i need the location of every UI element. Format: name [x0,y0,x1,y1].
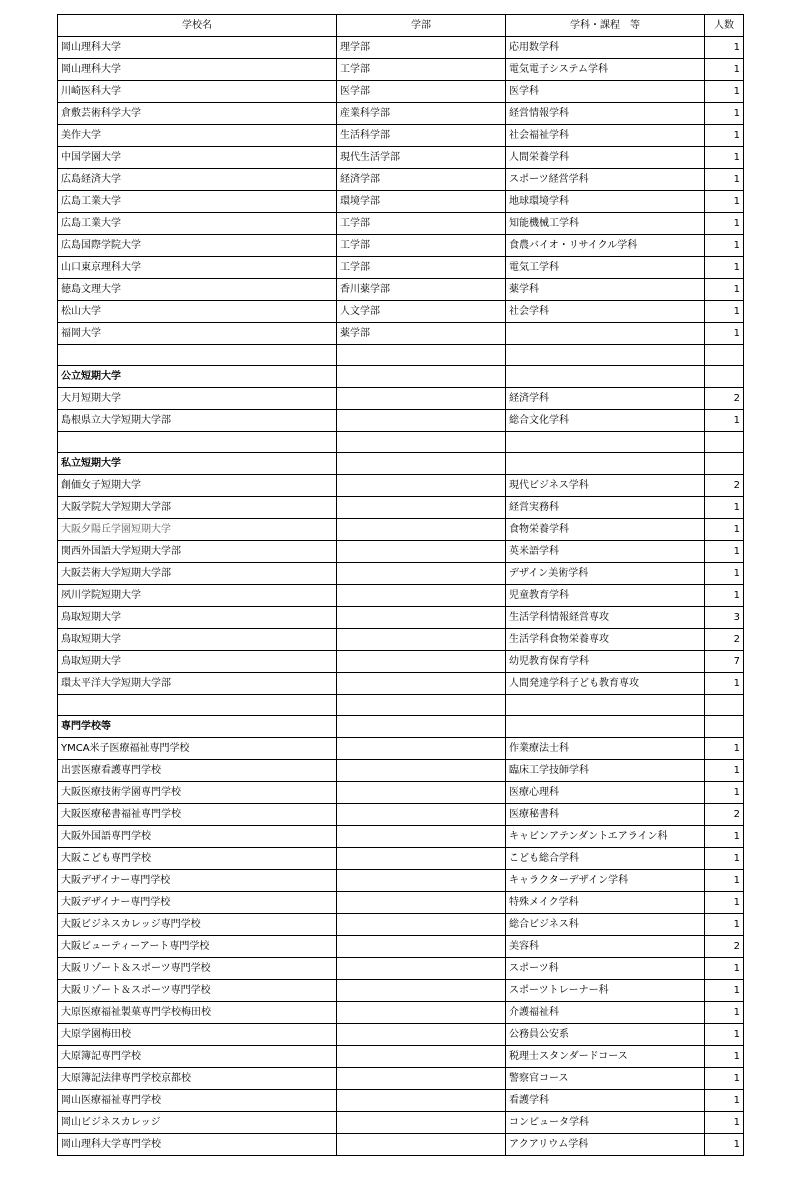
cell-count: 1 [705,519,744,541]
cell-school: 広島工業大学 [58,213,337,235]
cell-faculty [337,563,506,585]
cell-count: 1 [705,892,744,914]
cell-department: 薬学科 [506,279,705,301]
cell-faculty [337,1068,506,1090]
cell-count: 1 [705,103,744,125]
cell-department: 人間栄養学科 [506,147,705,169]
cell-count: 1 [705,235,744,257]
cell-school: 大原簿記法律専門学校京都校 [58,1068,337,1090]
table-row [58,81,744,103]
cell-count: 1 [705,323,744,345]
cell-school: 岡山理科大学専門学校 [58,1134,337,1156]
cell-school: 大阪ビジネスカレッジ専門学校 [58,914,337,936]
table-row [58,1046,744,1068]
cell-count: 1 [705,870,744,892]
cell-count: 1 [705,169,744,191]
cell-school: 島根県立大学短期大学部 [58,410,337,432]
cell-count: 1 [705,738,744,760]
cell-count [705,366,744,388]
header-department: 学科・課程 等 [506,15,705,37]
cell-school: 岡山ビジネスカレッジ [58,1112,337,1134]
header-school: 学校名 [58,15,337,37]
cell-school: 大阪夕陽丘学園短期大学 [58,519,337,541]
table-row [58,497,744,519]
cell-faculty [337,870,506,892]
cell-department: 経営情報学科 [506,103,705,125]
cell-department: 人間発達学科子ども教育専攻 [506,673,705,695]
cell-faculty [337,345,506,366]
cell-school: 大阪リゾート＆スポーツ専門学校 [58,958,337,980]
cell-school: 中国学園大学 [58,147,337,169]
cell-school: 川崎医科大学 [58,81,337,103]
table-row [58,301,744,323]
cell-faculty [337,1112,506,1134]
cell-school: 鳥取短期大学 [58,629,337,651]
cell-faculty [337,541,506,563]
table-row [58,804,744,826]
cell-school: 岡山理科大学 [58,59,337,81]
cell-school: 美作大学 [58,125,337,147]
cell-department: 社会学科 [506,301,705,323]
cell-school: 広島国際学院大学 [58,235,337,257]
cell-department: スポーツ科 [506,958,705,980]
cell-faculty [337,366,506,388]
cell-department: スポーツ経営学科 [506,169,705,191]
table-row [58,345,744,366]
cell-department: 総合文化学科 [506,410,705,432]
table-row [58,848,744,870]
cell-faculty: 工学部 [337,235,506,257]
cell-department [506,453,705,475]
cell-count: 1 [705,1134,744,1156]
cell-faculty: 生活科学部 [337,125,506,147]
cell-faculty: 人文学部 [337,301,506,323]
cell-department: 生活学科情報経営専攻 [506,607,705,629]
cell-school: 大阪デザイナー専門学校 [58,892,337,914]
table-row [58,1112,744,1134]
cell-count [705,453,744,475]
header-count: 人数 [705,15,744,37]
table-row [58,629,744,651]
table-row [58,1134,744,1156]
cell-count: 1 [705,1002,744,1024]
cell-count [705,695,744,716]
cell-school: 大阪ビューティーアート専門学校 [58,936,337,958]
cell-count: 2 [705,388,744,410]
cell-count: 1 [705,958,744,980]
cell-count: 1 [705,279,744,301]
cell-count: 1 [705,585,744,607]
cell-faculty: 香川薬学部 [337,279,506,301]
cell-department: 食物栄養学科 [506,519,705,541]
cell-school: 私立短期大学 [58,453,337,475]
cell-school: 大阪医療技術学園専門学校 [58,782,337,804]
cell-count: 1 [705,213,744,235]
cell-department: 介護福祉科 [506,1002,705,1024]
cell-count: 1 [705,1112,744,1134]
cell-school: 倉敷芸術科学大学 [58,103,337,125]
cell-faculty [337,1046,506,1068]
cell-department: 英米語学科 [506,541,705,563]
cell-school: 鳥取短期大学 [58,607,337,629]
cell-department: 電気工学科 [506,257,705,279]
table-row [58,1024,744,1046]
table-row [58,585,744,607]
cell-count: 2 [705,629,744,651]
table-row [58,1090,744,1112]
cell-faculty [337,432,506,453]
cell-department: 電気電子システム学科 [506,59,705,81]
cell-faculty: 工学部 [337,213,506,235]
cell-school: 大阪デザイナー専門学校 [58,870,337,892]
cell-count: 1 [705,1046,744,1068]
cell-school: 大阪医療秘書福祉専門学校 [58,804,337,826]
table-row [58,760,744,782]
header-faculty: 学部 [337,15,506,37]
header-row [58,15,744,37]
cell-faculty [337,958,506,980]
cell-school: 出雲医療看護専門学校 [58,760,337,782]
cell-faculty [337,629,506,651]
table-row [58,257,744,279]
cell-faculty [337,475,506,497]
cell-department [506,695,705,716]
cell-department: 医療秘書科 [506,804,705,826]
cell-faculty [337,980,506,1002]
cell-faculty: 経済学部 [337,169,506,191]
cell-faculty [337,1002,506,1024]
cell-department: 医療心理科 [506,782,705,804]
cell-faculty: 医学部 [337,81,506,103]
cell-school: 松山大学 [58,301,337,323]
cell-school: 大原医療福祉製菓専門学校梅田校 [58,1002,337,1024]
table-row [58,59,744,81]
cell-department [506,432,705,453]
cell-school [58,695,337,716]
cell-department: キャビンアテンダントエアライン科 [506,826,705,848]
cell-department: 地球環境学科 [506,191,705,213]
cell-school: YMCA米子医療福祉専門学校 [58,738,337,760]
cell-department: 幼児教育保育学科 [506,651,705,673]
cell-department: 食農バイオ・リサイクル学科 [506,235,705,257]
cell-school: 岡山医療福祉専門学校 [58,1090,337,1112]
cell-department: コンピュータ学科 [506,1112,705,1134]
cell-count: 1 [705,760,744,782]
cell-faculty [337,914,506,936]
cell-count: 1 [705,497,744,519]
cell-school: 大原簿記専門学校 [58,1046,337,1068]
cell-count: 2 [705,936,744,958]
cell-count: 1 [705,914,744,936]
table-row [58,213,744,235]
cell-department: 公務員公安系 [506,1024,705,1046]
cell-school: 環太平洋大学短期大学部 [58,673,337,695]
table-row [58,519,744,541]
cell-department: 総合ビジネス科 [506,914,705,936]
cell-faculty: 工学部 [337,257,506,279]
cell-department: キャラクターデザイン学科 [506,870,705,892]
table-row [58,695,744,716]
cell-count [705,432,744,453]
cell-department: アクアリウム学科 [506,1134,705,1156]
section-header-row [58,453,744,475]
cell-department: 知能機械工学科 [506,213,705,235]
table-row [58,432,744,453]
section-header-row [58,366,744,388]
cell-faculty [337,848,506,870]
cell-faculty [337,388,506,410]
cell-faculty [337,826,506,848]
cell-count: 1 [705,147,744,169]
table-row [58,475,744,497]
table-row [58,563,744,585]
cell-department [506,345,705,366]
cell-department: デザイン美術学科 [506,563,705,585]
cell-school [58,432,337,453]
cell-faculty [337,651,506,673]
table-row [58,541,744,563]
cell-count: 1 [705,826,744,848]
cell-count: 7 [705,651,744,673]
cell-department: 現代ビジネス学科 [506,475,705,497]
table-row [58,1002,744,1024]
table-row [58,235,744,257]
cell-department: 美容科 [506,936,705,958]
cell-department: 児童教育学科 [506,585,705,607]
cell-school: 広島工業大学 [58,191,337,213]
cell-department: 社会福祉学科 [506,125,705,147]
table-row [58,191,744,213]
table-row [58,279,744,301]
cell-count: 1 [705,782,744,804]
table-row [58,738,744,760]
cell-school: 大原学園梅田校 [58,1024,337,1046]
table-row [58,958,744,980]
cell-count: 3 [705,607,744,629]
table-row [58,125,744,147]
cell-school: 大阪外国語専門学校 [58,826,337,848]
cell-faculty: 薬学部 [337,323,506,345]
table-row [58,37,744,59]
cell-faculty [337,892,506,914]
cell-department: 経済学科 [506,388,705,410]
table-row [58,169,744,191]
cell-faculty [337,716,506,738]
cell-count: 1 [705,541,744,563]
cell-department [506,366,705,388]
table-row [58,870,744,892]
cell-faculty: 環境学部 [337,191,506,213]
table-row [58,651,744,673]
cell-department: 応用数学科 [506,37,705,59]
cell-count: 1 [705,673,744,695]
cell-faculty [337,607,506,629]
cell-department: こども総合学科 [506,848,705,870]
cell-department [506,716,705,738]
table-row [58,892,744,914]
cell-faculty [337,936,506,958]
cell-school: 夙川学院短期大学 [58,585,337,607]
cell-count: 1 [705,410,744,432]
cell-department: 作業療法士科 [506,738,705,760]
cell-count: 1 [705,563,744,585]
cell-school: 大月短期大学 [58,388,337,410]
cell-faculty [337,497,506,519]
cell-department: 警察官コース [506,1068,705,1090]
enrollment-table [57,14,744,1156]
cell-department: 看護学科 [506,1090,705,1112]
cell-faculty: 現代生活学部 [337,147,506,169]
table-row [58,607,744,629]
cell-faculty [337,760,506,782]
cell-faculty [337,738,506,760]
cell-count: 1 [705,301,744,323]
cell-count: 1 [705,1090,744,1112]
table-row [58,147,744,169]
table-row [58,936,744,958]
cell-department [506,323,705,345]
cell-count: 1 [705,848,744,870]
cell-department: 医学科 [506,81,705,103]
cell-school: 大阪リゾート＆スポーツ専門学校 [58,980,337,1002]
cell-department: 臨床工学技師学科 [506,760,705,782]
cell-faculty [337,1024,506,1046]
table-row [58,323,744,345]
cell-faculty [337,453,506,475]
cell-department: スポーツトレーナー科 [506,980,705,1002]
cell-count [705,716,744,738]
cell-faculty: 産業科学部 [337,103,506,125]
cell-faculty [337,804,506,826]
cell-count [705,345,744,366]
cell-school: 創価女子短期大学 [58,475,337,497]
table-row [58,826,744,848]
cell-department: 特殊メイク学科 [506,892,705,914]
cell-count: 1 [705,59,744,81]
cell-school: 関西外国語大学短期大学部 [58,541,337,563]
cell-faculty [337,1090,506,1112]
cell-count: 1 [705,1068,744,1090]
section-header-row [58,716,744,738]
cell-faculty [337,673,506,695]
cell-school: 徳島文理大学 [58,279,337,301]
table-row [58,673,744,695]
cell-count: 1 [705,125,744,147]
cell-school [58,345,337,366]
cell-count: 1 [705,980,744,1002]
cell-department: 生活学科食物栄養専攻 [506,629,705,651]
cell-faculty: 理学部 [337,37,506,59]
cell-faculty [337,782,506,804]
cell-faculty: 工学部 [337,59,506,81]
cell-school: 鳥取短期大学 [58,651,337,673]
cell-faculty [337,695,506,716]
cell-school: 公立短期大学 [58,366,337,388]
cell-faculty [337,585,506,607]
table-row [58,1068,744,1090]
cell-school: 岡山理科大学 [58,37,337,59]
cell-count: 2 [705,804,744,826]
cell-count: 1 [705,37,744,59]
cell-department: 経営実務科 [506,497,705,519]
cell-count: 1 [705,81,744,103]
cell-faculty [337,1134,506,1156]
cell-school: 大阪学院大学短期大学部 [58,497,337,519]
cell-school: 福岡大学 [58,323,337,345]
cell-count: 1 [705,191,744,213]
table-row [58,980,744,1002]
table-row [58,103,744,125]
cell-faculty [337,519,506,541]
cell-school: 広島経済大学 [58,169,337,191]
cell-school: 山口東京理科大学 [58,257,337,279]
cell-count: 1 [705,1024,744,1046]
cell-school: 大阪こども専門学校 [58,848,337,870]
table-row [58,388,744,410]
table-row [58,782,744,804]
table-row [58,410,744,432]
cell-school: 専門学校等 [58,716,337,738]
cell-faculty [337,410,506,432]
cell-school: 大阪芸術大学短期大学部 [58,563,337,585]
cell-count: 1 [705,257,744,279]
cell-department: 税理士スタンダードコース [506,1046,705,1068]
cell-count: 2 [705,475,744,497]
table-row [58,914,744,936]
table-body [58,37,744,1156]
